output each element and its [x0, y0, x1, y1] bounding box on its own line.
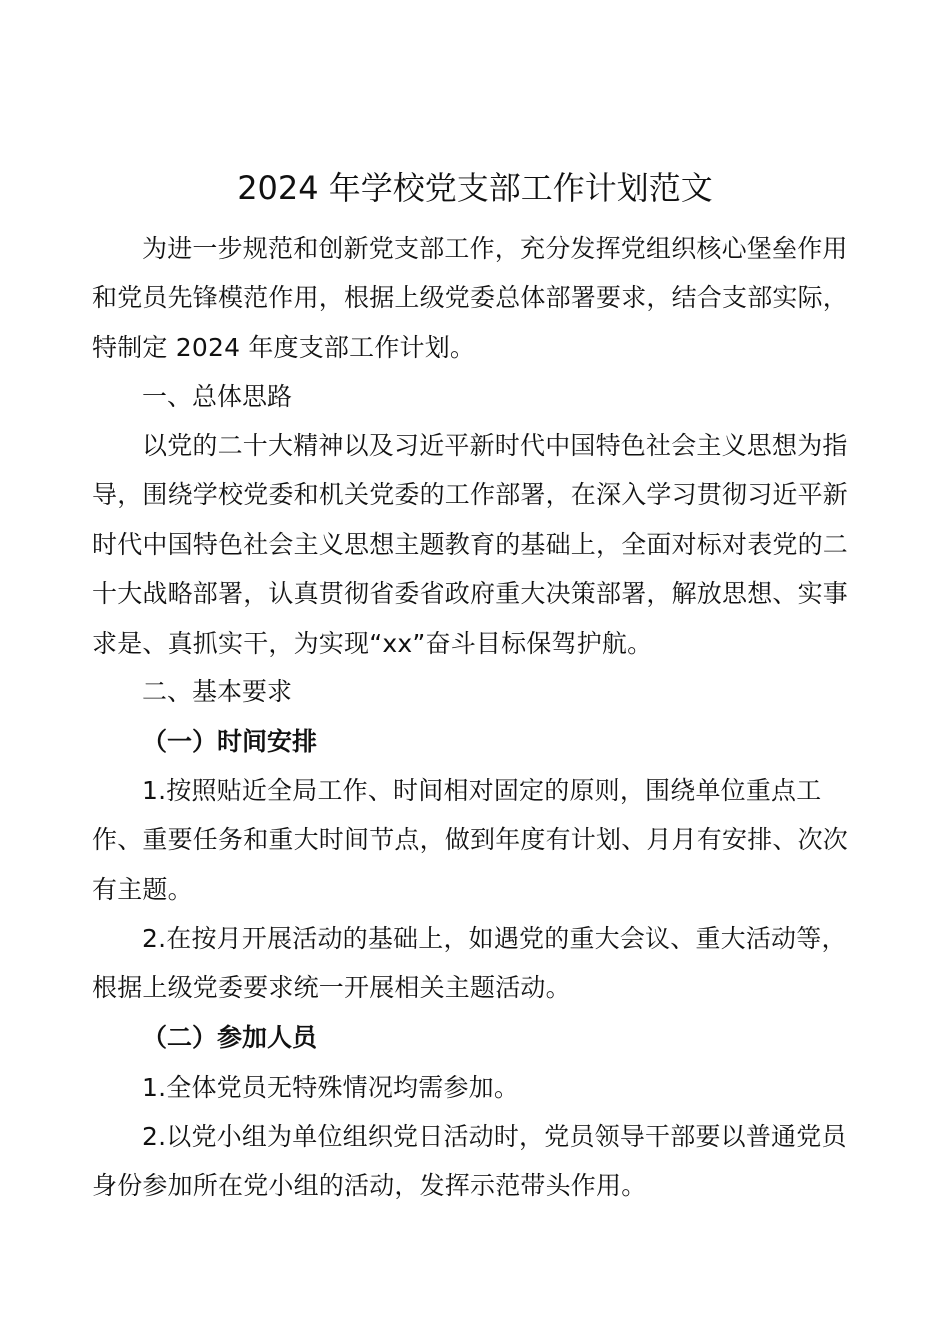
- list-item: 2.在按月开展活动的基础上，如遇党的重大会议、重大活动等，根据上级党委要求统一开展相关主题活动。: [92, 924, 847, 1003]
- section-heading-2: 二、基本要求: [142, 677, 293, 706]
- subsection-heading-2: （二）参加人员: [142, 1023, 318, 1052]
- list-item: 1.按照贴近全局工作、时间相对固定的原则，围绕单位重点工作、重要任务和重大时间节点，做到年度有计划、月月有安排、次次有主题。: [92, 776, 849, 904]
- list-item: 2.以党小组为单位组织党日活动时，党员领导干部要以普通党员身份参加所在党小组的活动，发挥示范带头作用。: [92, 1122, 847, 1201]
- subsection-heading-1: （一）时间安排: [142, 727, 318, 756]
- section1-paragraph: 以党的二十大精神以及习近平新时代中国特色社会主义思想为指导，围绕学校党委和机关党委的工作部署，在深入学习贯彻习近平新时代中国特色社会主义思想主题教育的基础上，全面对标对表党的二十大战略部署，认真贯彻省委省政府重大决策部署，解放思想、实事求是、真抓实干，为实现“xx”奋斗目标保驾护航。: [92, 431, 849, 658]
- list-item: 1.全体党员无特殊情况均需参加。: [142, 1073, 520, 1102]
- section-heading-1: 一、总体思路: [142, 382, 293, 411]
- intro-paragraph: 为进一步规范和创新党支部工作，充分发挥党组织核心堡垒作用和党员先锋模范作用，根据上级党委总体部署要求，结合支部实际，特制定 2024 年度支部工作计划。: [92, 234, 849, 362]
- page-title: 2024 年学校党支部工作计划范文: [237, 169, 713, 207]
